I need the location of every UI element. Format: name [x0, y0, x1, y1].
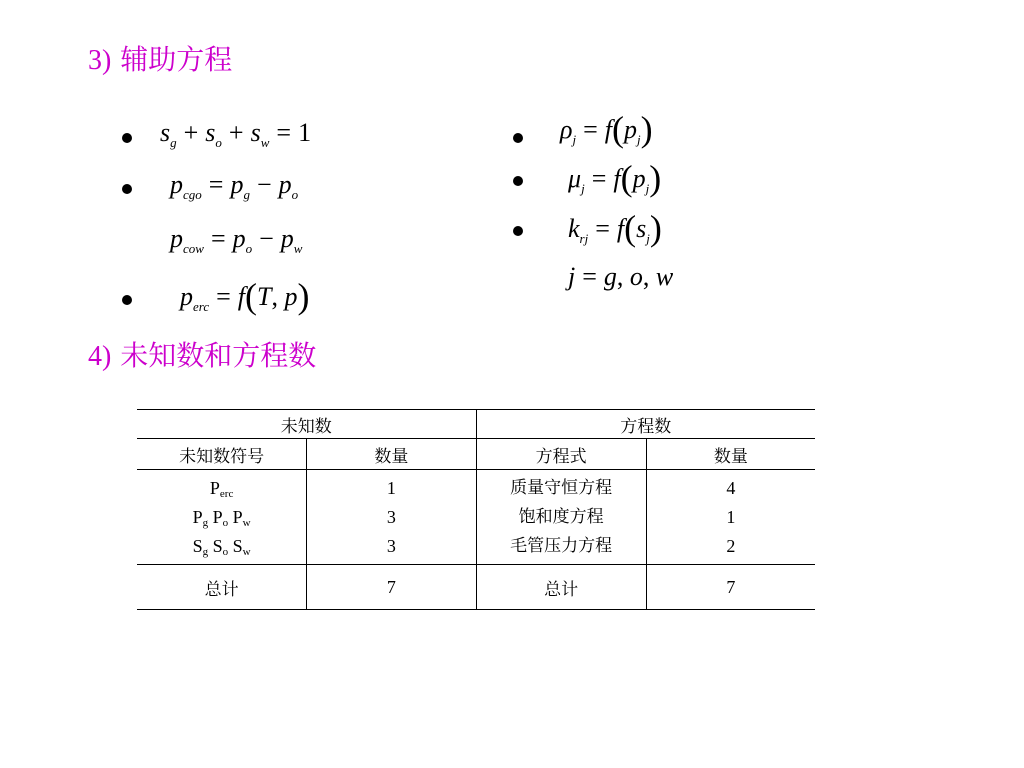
equation-saturation-sum: $s_g + s_o + s_w = 1$ — [160, 118, 312, 150]
bullet-icon — [513, 226, 523, 236]
equation-capillary-oil-water: $p_{cow} = p_o - p_w$ — [170, 224, 303, 256]
subheader-equation-type: 方程式 — [476, 439, 646, 470]
table-header-row — [137, 410, 815, 439]
section-title: 未知数和方程数 — [120, 339, 317, 372]
header-unknowns: 未知数 — [137, 410, 476, 439]
table-subheader-row — [137, 439, 815, 470]
subheader-unknown-count: 数量 — [307, 439, 476, 470]
unknown-symbols-cell — [137, 470, 307, 565]
count-value: 3 — [386, 506, 396, 527]
equation-density: $\rho_j = f(p_j)$ — [560, 109, 653, 149]
symbol-line: $S_g$ $S_o$ $S_w$ — [192, 535, 251, 558]
section-heading-unknowns-equations — [88, 339, 317, 372]
section-heading-aux-equations — [88, 43, 233, 76]
total-unknowns: 7 — [307, 565, 476, 610]
equation-name: 饱和度方程 — [518, 506, 604, 527]
bullet-icon — [122, 295, 132, 305]
total-equations: 7 — [646, 565, 815, 610]
unknowns-equations-table — [137, 409, 815, 610]
count-value: 2 — [726, 535, 736, 556]
bullet-icon — [513, 176, 523, 186]
count-value: 4 — [726, 477, 736, 498]
equation-capillary-gas-oil: $p_{cgo} = p_g - p_o$ — [170, 170, 299, 202]
equation-name: 质量守恒方程 — [510, 477, 613, 498]
subheader-unknown-symbols: 未知数符号 — [137, 439, 307, 470]
total-label: 总计 — [476, 565, 646, 610]
total-label: 总计 — [137, 565, 307, 610]
bullet-icon — [513, 133, 523, 143]
equation-viscosity: $\mu_j = f(p_j)$ — [568, 158, 662, 198]
equation-name: 毛管压力方程 — [510, 535, 613, 556]
equation-types-cell — [476, 470, 646, 565]
section-number: 4) — [88, 341, 112, 372]
count-value: 3 — [386, 535, 396, 556]
equation-rock-compressibility: $p_{erc} = f(T$, p) — [180, 276, 310, 316]
table-total-row — [137, 565, 815, 610]
bullet-icon — [122, 133, 132, 143]
subheader-equation-count: 数量 — [646, 439, 815, 470]
equation-counts-cell — [646, 470, 815, 565]
section-title: 辅助方程 — [120, 43, 233, 76]
count-value: 1 — [726, 506, 736, 527]
table-row — [137, 470, 815, 565]
count-value: 1 — [386, 477, 396, 498]
unknown-counts-cell — [307, 470, 476, 565]
symbol-line: $P_g$ $P_o$ $P_w$ — [192, 506, 251, 529]
bullet-icon — [122, 184, 132, 194]
equation-phase-index: j = g, o, w — [568, 262, 674, 291]
symbol-line: $P_{erc}$ — [209, 477, 234, 500]
section-number: 3) — [88, 45, 112, 76]
header-equations: 方程数 — [476, 410, 815, 439]
equation-relative-permeability: $k_{rj} = f(s_j)$ — [568, 208, 662, 248]
